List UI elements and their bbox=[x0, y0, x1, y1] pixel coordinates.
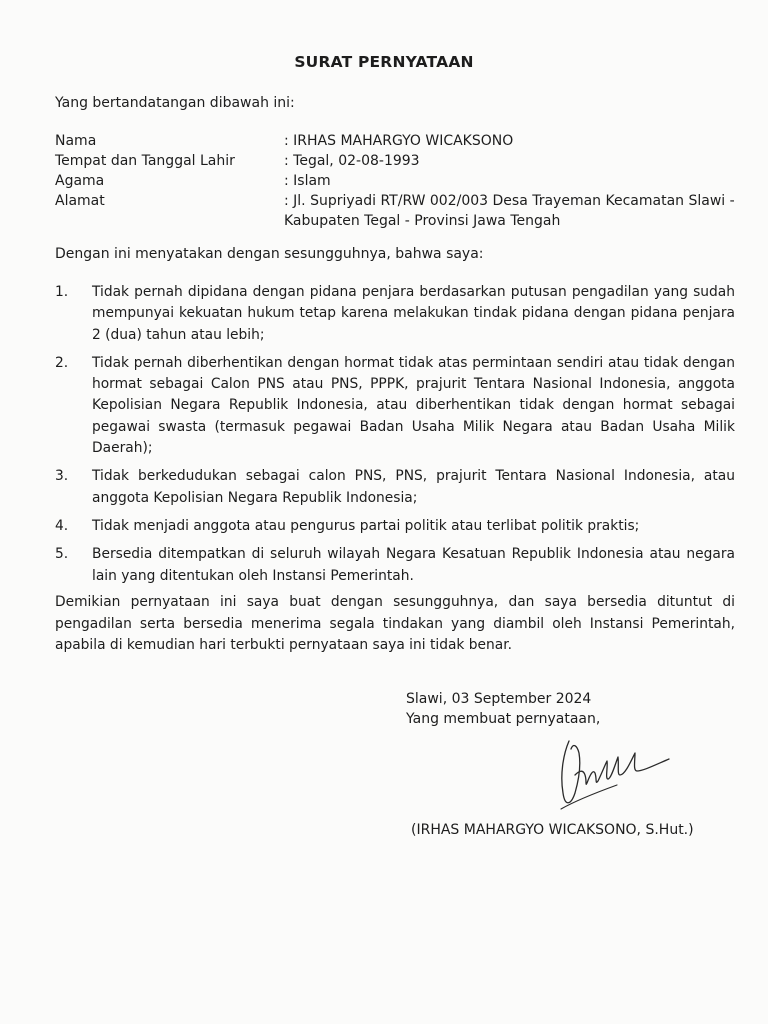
list-item bbox=[55, 516, 735, 537]
identity-row-name bbox=[55, 131, 745, 151]
signature-stroke bbox=[562, 741, 669, 803]
identity-row-birth bbox=[55, 151, 745, 171]
place-date-block bbox=[406, 689, 600, 729]
signer-name: (IRHAS MAHARGYO WICAKSONO, S.Hut.) bbox=[411, 822, 694, 838]
item-number: 5. bbox=[55, 546, 69, 563]
identity-value: : Tegal, 02-08-1993 bbox=[284, 153, 420, 169]
signature-underline bbox=[561, 785, 617, 809]
item-text: Tidak pernah diberhentikan dengan hormat tidak atas permintaan sendiri atau tidak dengan hormat sebagai Calon PNS atau PNS, PPPK, prajurit Tentara Nasional Indonesia, anggota Kepolisian Negara Republik Indonesia, atau diberhentikan tidak dengan hormat sebagai pegawai swasta (termasuk pegawai Badan Usaha Milik Negara atau Badan Usaha Milik Daerah); bbox=[92, 354, 735, 457]
document-title: SURAT PERNYATAAN bbox=[294, 53, 474, 71]
place-date: Slawi, 03 September 2024 bbox=[406, 691, 592, 707]
maker-label: Yang membuat pernyataan, bbox=[406, 711, 601, 727]
item-text: Tidak berkedudukan sebagai calon PNS, PNS, prajurit Tentara Nasional Indonesia, atau anggota Kepolisian Negara Republik Indonesia; bbox=[92, 468, 735, 506]
list-item bbox=[55, 466, 735, 509]
item-number: 4. bbox=[55, 517, 69, 534]
list-item bbox=[55, 544, 735, 587]
item-text: Tidak menjadi anggota atau pengurus partai politik atau terlibat politik praktis; bbox=[92, 517, 640, 534]
list-item bbox=[55, 282, 735, 346]
identity-label: Alamat bbox=[55, 193, 105, 209]
statement-intro: Dengan ini menyatakan dengan sesungguhnya, bahwa saya: bbox=[55, 246, 484, 262]
identity-label: Tempat dan Tanggal Lahir bbox=[55, 153, 235, 169]
item-number: 2. bbox=[55, 354, 69, 371]
identity-table bbox=[55, 131, 745, 231]
identity-value: : Islam bbox=[284, 173, 331, 189]
item-text: Bersedia ditempatkan di seluruh wilayah Negara Kesatuan Republik Indonesia atau negara lain yang ditentukan oleh Instansi Pemerintah. bbox=[92, 546, 735, 584]
intro-text: Yang bertandatangan dibawah ini: bbox=[55, 95, 295, 111]
identity-row-religion bbox=[55, 171, 745, 191]
identity-value: : Jl. Supriyadi RT/RW 002/003 Desa Trayeman Kecamatan Slawi - Kabupaten Tegal - Provinsi Jawa Tengah bbox=[284, 193, 735, 229]
statement-list bbox=[55, 282, 735, 594]
identity-label: Agama bbox=[55, 173, 105, 189]
identity-label: Nama bbox=[55, 133, 97, 149]
list-item bbox=[55, 353, 735, 459]
item-number: 1. bbox=[55, 284, 69, 300]
closing-paragraph: Demikian pernyataan ini saya buat dengan sesungguhnya, dan saya bersedia dituntut di pengadilan serta bersedia menerima segala tindakan yang diambil oleh Instansi Pemerintah, apabila di kemudian hari terbukti pernyataan saya ini tidak benar. bbox=[55, 594, 735, 653]
item-number: 3. bbox=[55, 468, 69, 485]
identity-value: : IRHAS MAHARGYO WICAKSONO bbox=[284, 133, 514, 149]
item-text: Tidak pernah dipidana dengan pidana penjara berdasarkan putusan pengadilan yang sudah mempunyai kekuatan hukum tetap karena melakukan tindak pidana dengan pidana penjara 2 (dua) tahun atau lebih; bbox=[92, 284, 735, 343]
identity-row-address bbox=[55, 191, 745, 231]
signature-image bbox=[555, 735, 675, 815]
